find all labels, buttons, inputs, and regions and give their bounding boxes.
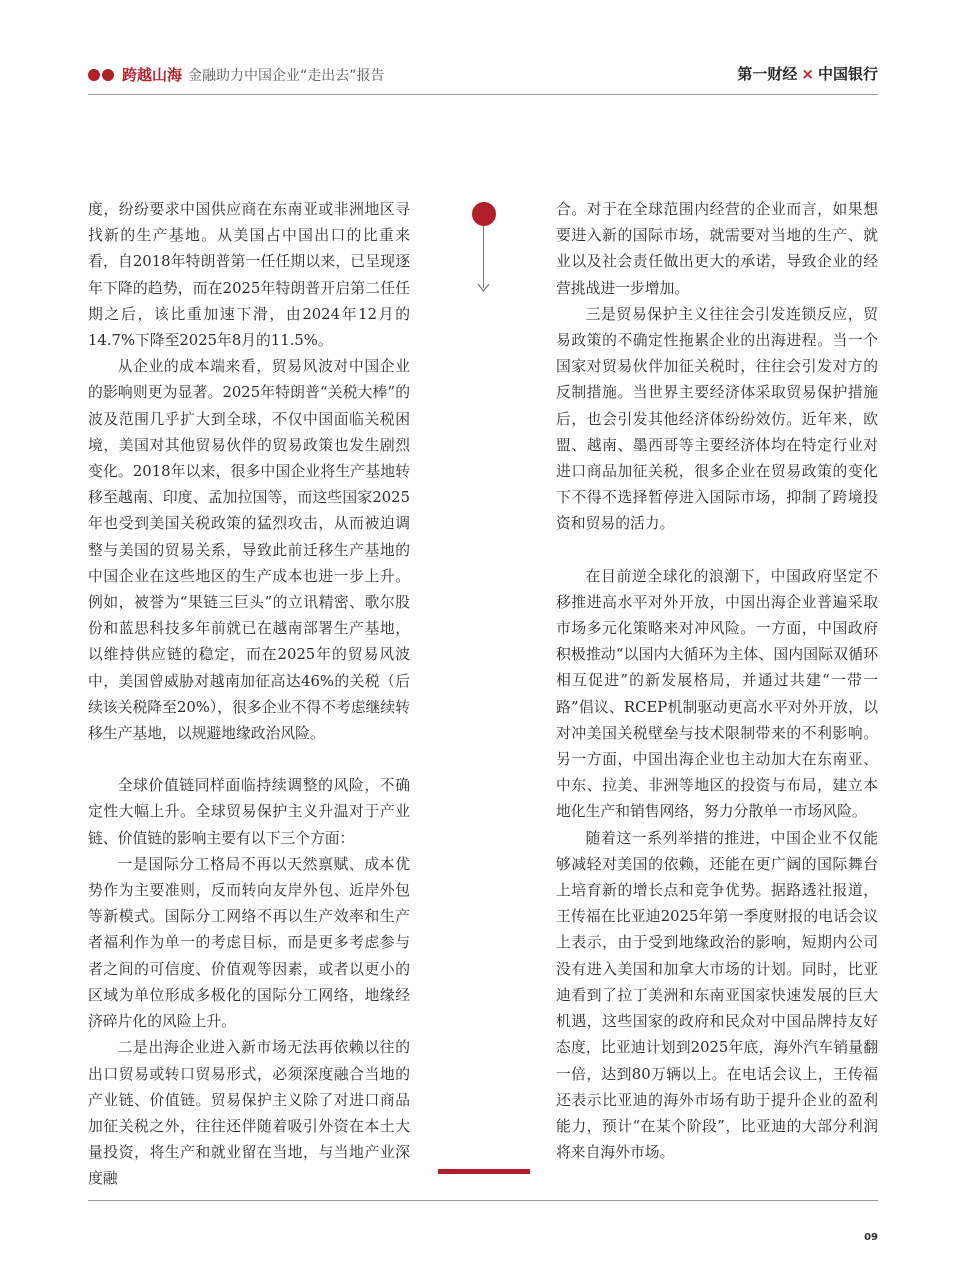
page-header: [88, 58, 878, 92]
paragraph: 度，纷纷要求中国供应商在东南亚或非洲地区寻找新的生产基地。从美国占中国出口的比重来看，自2018年特朗普第一任任期以来，已呈现逐年下降的趋势，而在2025年特朗普开启第二任任期之后，该比重加速下滑，由2024年12月的14.7%下降至2025年8月的11.5%。: [88, 201, 410, 350]
divider-line: [483, 226, 484, 288]
report-brand: 跨越山海: [122, 66, 183, 84]
header-rule: [88, 94, 878, 95]
circle-dot-icon: [472, 202, 496, 226]
red-dot-icon: [102, 69, 114, 81]
report-subtitle: 金融助力中国企业“走出去”报告: [188, 67, 385, 84]
partner-boc: 中国银行: [817, 65, 878, 83]
paragraph: 随着这一系列举措的推进，中国企业不仅能够减轻对美国的依赖，还能在更广阔的国际舞台上培育新的增长点和竞争优势。据路透社报道，王传福在比亚迪2025年第一季度财报的电话会议上表示，由于受到地缘政治的影响，短期内公司没有进入美国和加拿大市场的计划。同时，比亚迪看到了拉丁美洲和东南亚国家快速发展的巨大机遇，这些国家的政府和民众对中国品牌持友好态度，比亚迪计划到2025年底，海外汽车销量翻一倍，达到80万辆以上。在电话会议上，王传福还表示比亚迪的海外市场有助于提升企业的盈利能力，预计“在某个阶段”，比亚迪的大部分利润将来自海外市场。: [556, 829, 878, 1162]
footer-rule: [88, 1200, 878, 1201]
partner-yicai: 第一财经: [737, 65, 798, 83]
paragraph: 三是贸易保护主义往往会引发连锁反应，贸易政策的不确定性拖累企业的出海进程。当一个国家对贸易伙伴加征关税时，往往会引发对方的反制措施。当世界主要经济体采取贸易保护措施后，也会引发其他经济体纷纷效仿。近年来，欧盟、越南、墨西哥等主要经济体均在特定行业对进口商品加征关税，很多企业在贸易政策的变化下不得不选择暂停进入国际市场，抑制了跨境投资和贸易的活力。: [556, 305, 878, 533]
right-column: [556, 197, 878, 1166]
red-dot-icon: [88, 69, 100, 81]
cross-separator: ×: [801, 65, 814, 83]
paragraph: 从企业的成本端来看，贸易风波对中国企业的影响则更为显著。2025年特朗普“关税大棒”的波及范围几乎扩大到全球，不仅中国面临关税困境，美国对其他贸易伙伴的贸易政策也发生剧烈变化。2018年以来，很多中国企业将生产基地转移至越南、印度、孟加拉国等，而这些国家2025年也受到美国关税政策的猛烈攻击，从而被迫调整与美国的贸易关系，导致此前迁移生产基地的中国企业在这些地区的生产成本也进一步上升。例如，被誉为“果链三巨头”的立讯精密、歌尔股份和蓝思科技多年前就已在越南部署生产基地，以维持供应链的稳定，而在2025年的贸易风波中，美国曾威胁对越南加征高达46%的关税（后续该关税降至20%），很多企业不得不考虑继续转移生产基地，以规避地缘政治风险。: [88, 358, 410, 743]
paragraph: 合。对于在全球范围内经营的企业而言，如果想要进入新的国际市场，就需要对当地的生产、就业以及社会责任做出更大的承诺，导致企业的经营挑战进一步增加。: [556, 201, 878, 297]
page-number: 09: [864, 1232, 878, 1243]
paragraph: 在目前逆全球化的浪潮下，中国政府坚定不移推进高水平对外开放，中国出海企业普遍采取市场多元化策略来对冲风险。一方面，中国政府积极推动“以国内大循环为主体、国内国际双循环相互促进”的新发展格局，并通过共建“一带一路”倡议、RCEP机制驱动更高水平对外开放，以对冲美国关税壁垒与技术限制带来的不利影响。另一方面，中国出海企业也主动加大在东南亚、中东、拉美、非洲等地区的投资与布局，建立本地化生产和销售网络，努力分散单一市场风险。: [556, 567, 878, 821]
paragraph: 一是国际分工格局不再以天然禀赋、成本优势作为主要准则，反而转向友岸外包、近岸外包等新模式。国际分工网络不再以生产效率和生产者福利作为单一的考虑目标，而是更多考虑参与者之间的可信度、价值观等因素，或者以更小的区域为单位形成多极化的国际分工网络，地缘经济碎片化的风险上升。: [88, 855, 410, 1031]
header-left: [88, 64, 385, 85]
paragraph: 全球价值链同样面临持续调整的风险，不确定性大幅上升。全球贸易保护主义升温对于产业链、价值链的影响主要有以下三个方面：: [88, 777, 410, 847]
down-arrow-icon: [476, 280, 491, 294]
paragraph: 二是出海企业进入新市场无法再依赖以往的出口贸易或转口贸易形式，必须深度融合当地的产业链、价值链。贸易保护主义除了对进口商品加征关税之外，往往还伴随着吸引外资在本土大量投资，将生产和就业留在当地，与当地产业深度融: [88, 1039, 410, 1188]
accent-bar: [438, 1169, 530, 1174]
left-column: [88, 197, 410, 1193]
header-partners: [737, 63, 878, 84]
